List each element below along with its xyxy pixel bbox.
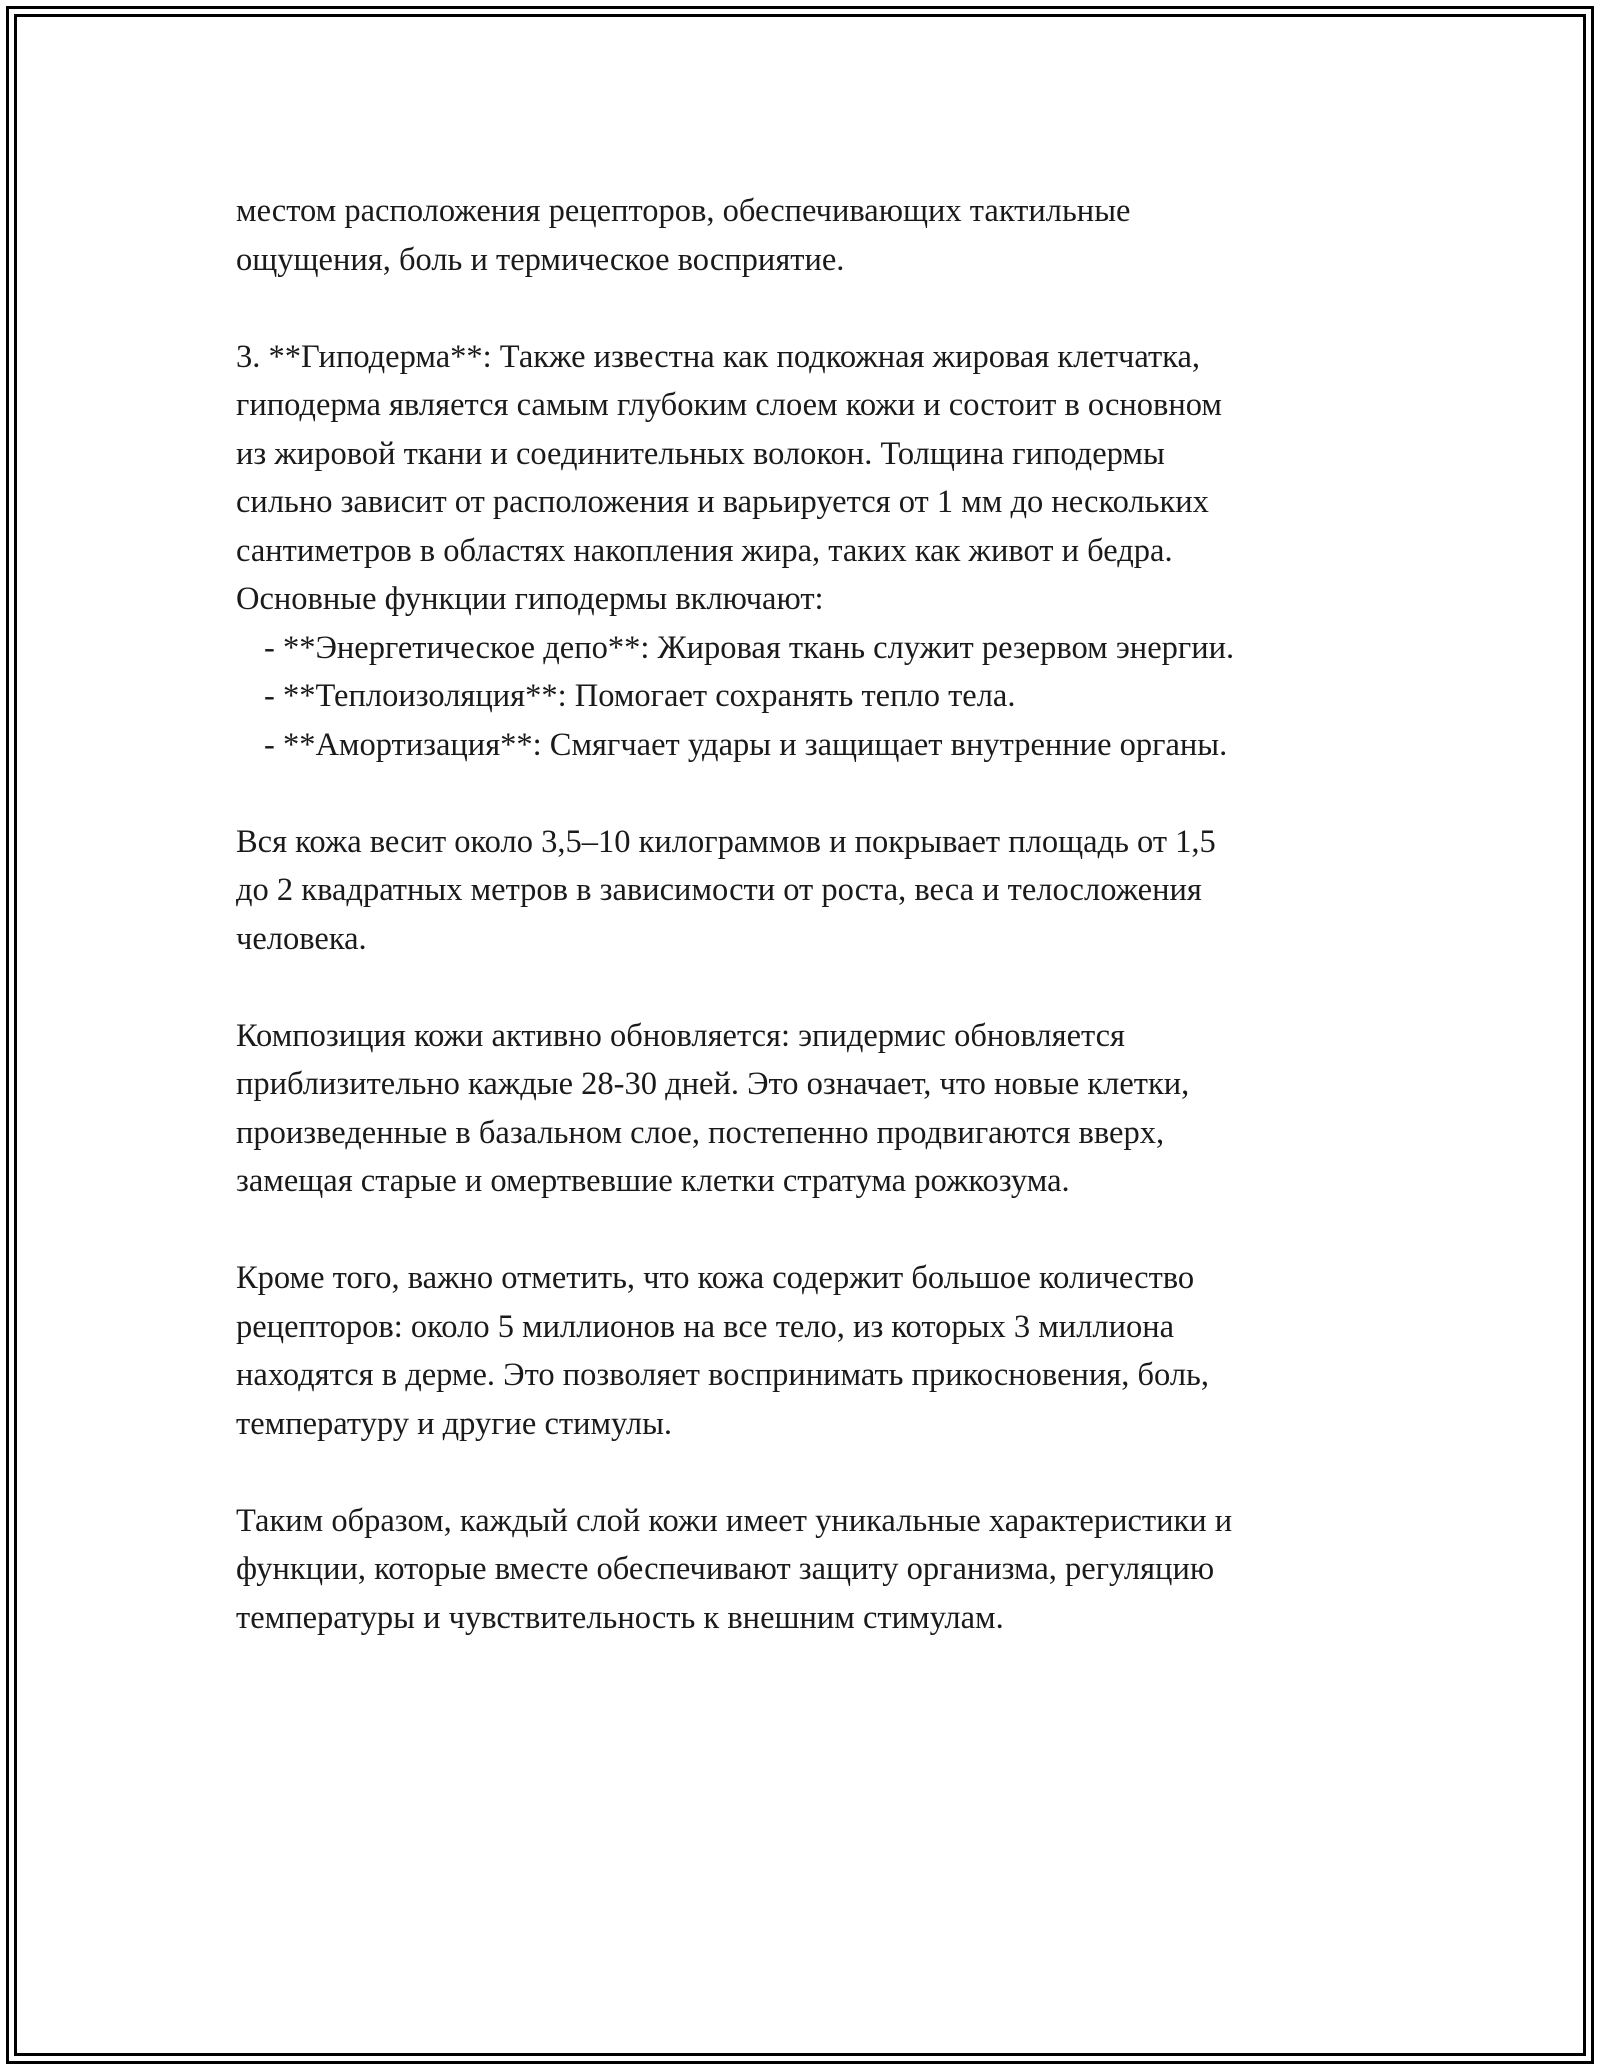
paragraph [236,1497,1396,1643]
text-line: местом расположения рецепторов, обеспечивающих тактильные [236,193,1131,229]
paragraph [236,818,1396,964]
text-line: рецепторов: около 5 миллионов на все тело, из которых 3 миллиона [236,1308,1175,1345]
paragraph-gap [236,963,1396,1012]
paragraph-gap [236,284,1396,333]
list-item-line: - **Теплоизоляция**: Помогает сохранять тепло тела. [264,678,1016,714]
text-line: Кроме того, важно отметить, что кожа содержит большое количество [236,1260,1195,1296]
text-line: до 2 квадратных метров в зависимости от роста, веса и телосложения [236,872,1202,908]
text-line: человека. [236,920,367,957]
text-line: ощущения, боль и термическое восприятие. [236,241,845,278]
paragraph [236,1012,1396,1206]
text-line: Вся кожа весит около 3,5–10 килограммов и покрывает площадь от 1,5 [236,823,1216,860]
text-line: гиподерма является самым глубоким слоем кожи и состоит в основном [236,387,1222,423]
text-line: Композиция кожи активно обновляется: эпидермис обновляется [236,1017,1125,1054]
text-line: сантиметров в областях накопления жира, таких как живот и бедра. [236,532,1173,569]
text-line: Таким образом, каждый слой кожи имеет уникальные характеристики и [236,1502,1233,1539]
text-line: температуры и чувствительность к внешним стимулам. [236,1599,1004,1636]
document-body [236,187,1396,1642]
text-line: произведенные в базальном слое, постепенно продвигаются вверх, [236,1114,1165,1151]
text-line: функции, которые вместе обеспечивают защиту организма, регуляцию [236,1551,1215,1587]
paragraph-gap [236,769,1396,818]
text-line: из жировой ткани и соединительных волокон. Толщина гиподермы [236,435,1165,472]
text-line: находятся в дерме. Это позволяет воспринимать прикосновения, боль, [236,1357,1210,1393]
text-line: 3. **Гиподерма**: Также известна как подкожная жировая клетчатка, [236,338,1201,375]
list-item-line: - **Энергетическое депо**: Жировая ткань служит резервом энергии. [264,629,1235,666]
list-item-line: - **Амортизация**: Смягчает удары и защищает внутренние органы. [264,726,1228,763]
paragraph-gap [236,1206,1396,1255]
text-line: замещая старые и омертвевшие клетки стратума рожкозума. [236,1163,1070,1199]
text-line: сильно зависит от расположения и варьируется от 1 мм до нескольких [236,484,1209,520]
text-line: температуру и другие стимулы. [236,1405,673,1442]
text-line: Основные функции гиподермы включают: [236,581,824,617]
paragraph [236,187,1396,284]
text-line: приблизительно каждые 28-30 дней. Это означает, что новые клетки, [236,1066,1190,1102]
paragraph [236,1254,1396,1448]
paragraph [236,333,1396,770]
paragraph-gap [236,1448,1396,1497]
